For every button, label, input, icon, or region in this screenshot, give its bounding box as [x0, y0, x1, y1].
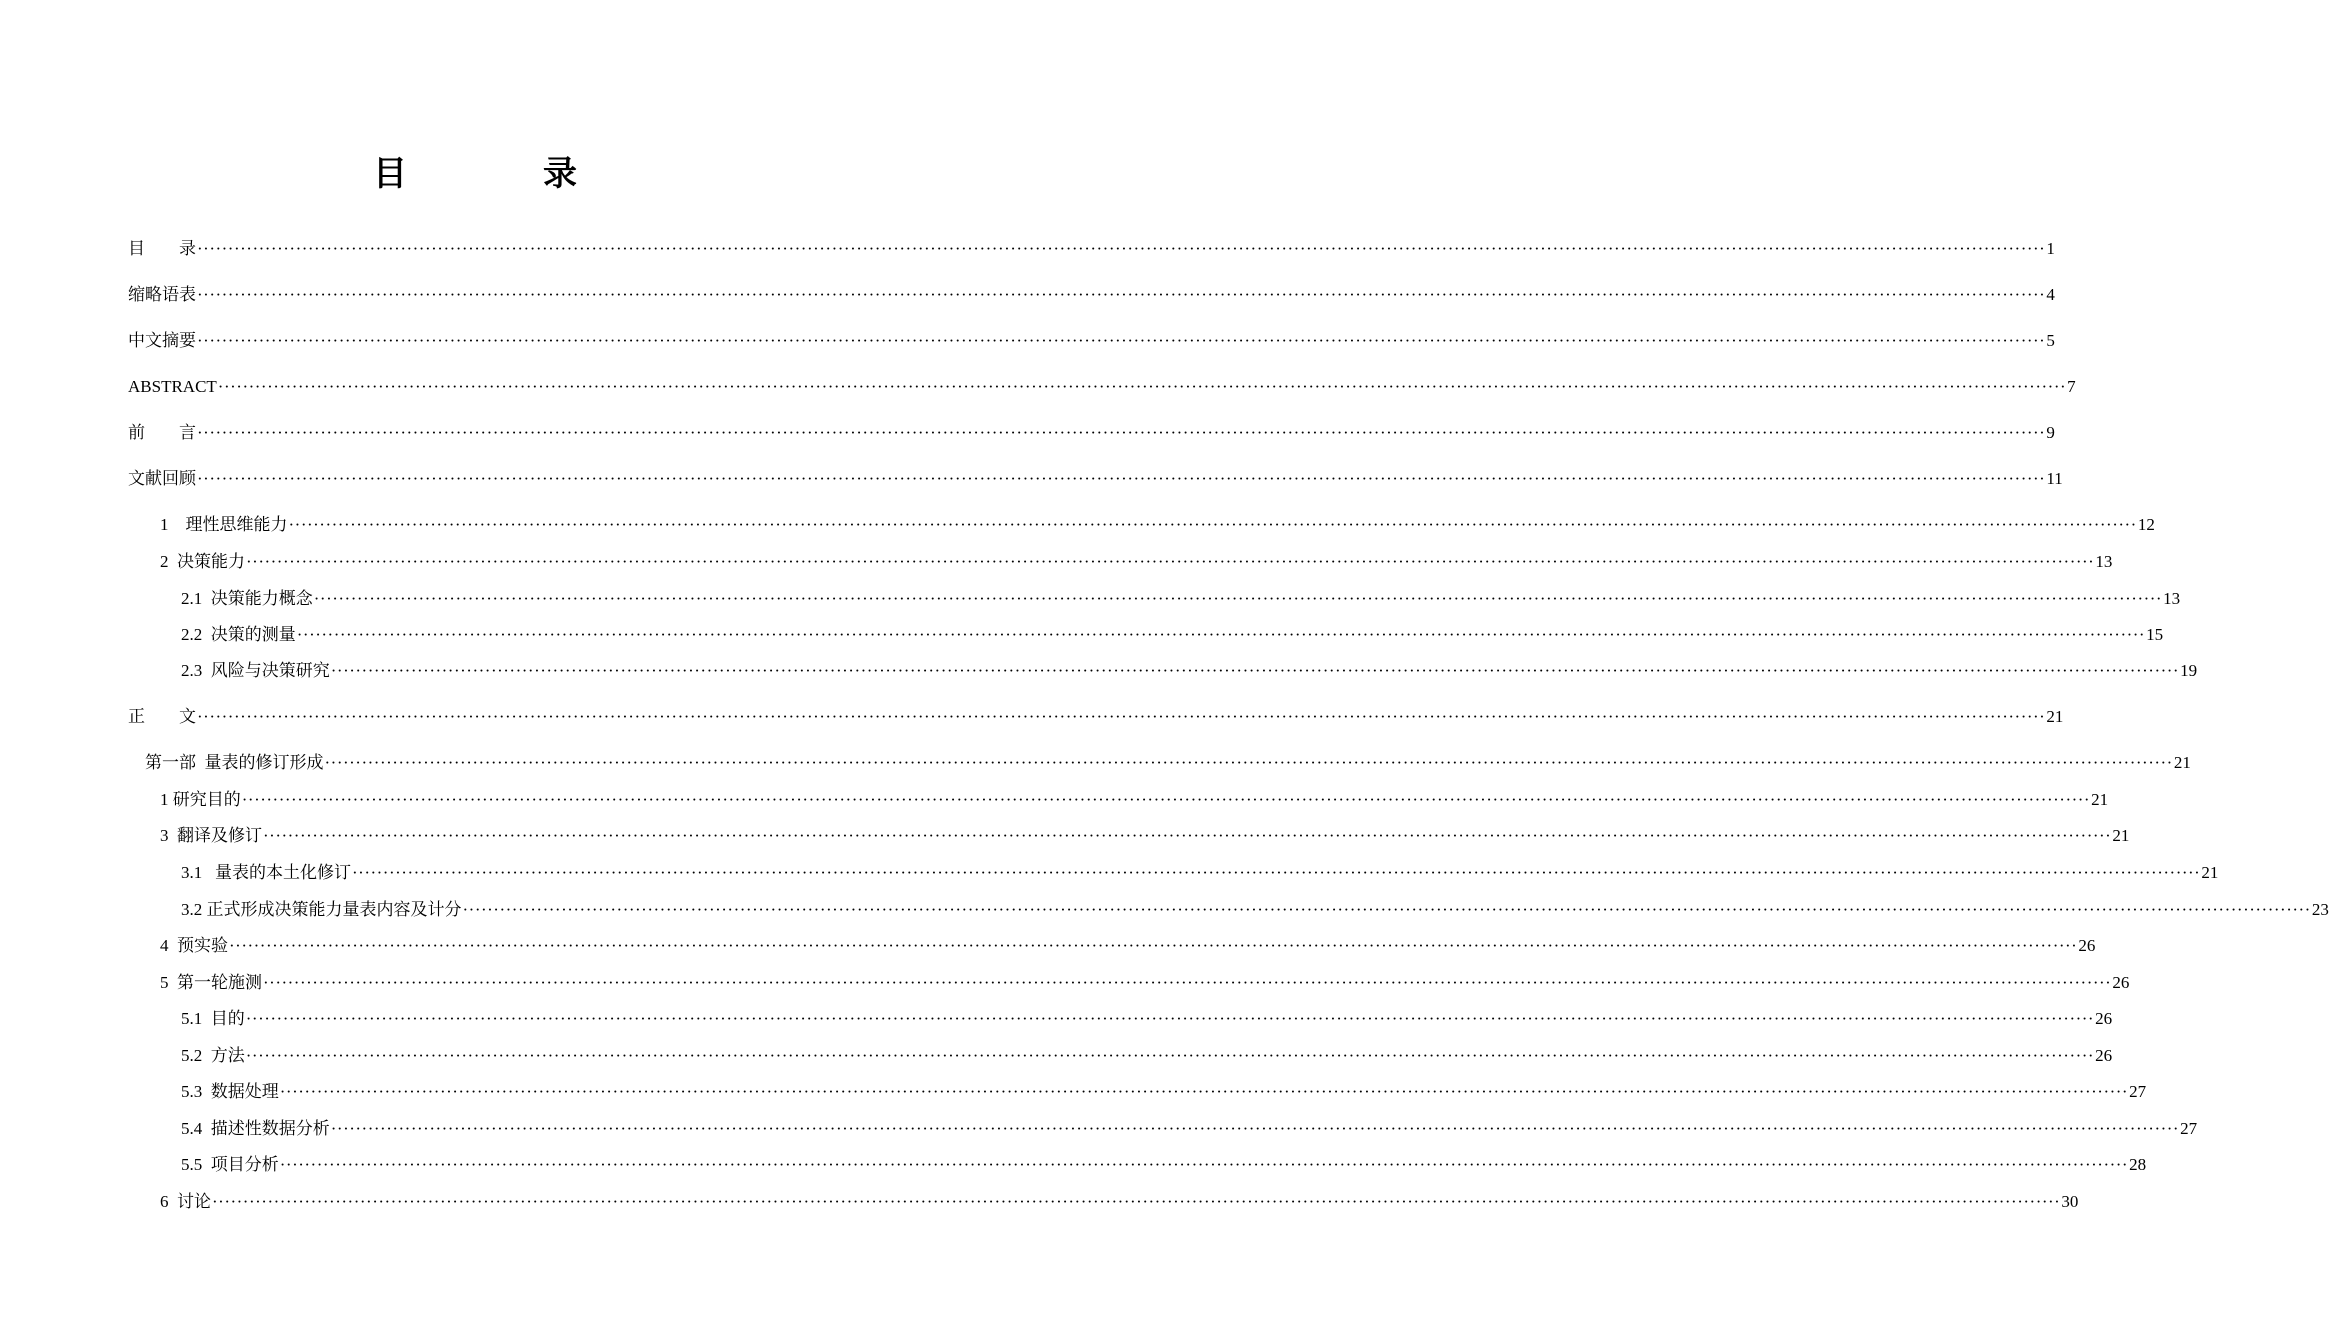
- toc-entry[interactable]: [181, 586, 2181, 610]
- toc-leader-dots: ············································································································································································································································································································: [197, 331, 2046, 350]
- toc-entry-page: 28: [2129, 1155, 2147, 1174]
- toc-entry[interactable]: [181, 897, 2329, 921]
- toc-entry-label: 中文摘要: [128, 331, 196, 350]
- toc-leader-dots: ············································································································································································································································································································: [330, 1119, 2180, 1138]
- toc-entry[interactable]: [160, 933, 2096, 957]
- toc-entry-label: 5.3 数据处理: [181, 1082, 279, 1101]
- toc-leader-dots: ············································································································································································································································································································: [330, 661, 2180, 680]
- toc-leader-dots: ············································································································································································································································································································: [279, 1082, 2129, 1101]
- toc-entry-label: 3 翻译及修订: [160, 826, 262, 845]
- toc-entry-page: 1: [2046, 239, 2055, 258]
- toc-entry[interactable]: [160, 787, 2109, 811]
- toc-entry-page: 4: [2046, 285, 2055, 304]
- toc-entry[interactable]: [181, 1152, 2147, 1176]
- toc-entry[interactable]: [128, 466, 2063, 490]
- toc-leader-dots: ············································································································································································································································································································: [279, 1155, 2129, 1174]
- toc-entry-page: 15: [2146, 625, 2164, 644]
- toc-entry-page: 23: [2311, 900, 2329, 919]
- toc-leader-dots: ············································································································································································································································································································: [212, 1192, 2061, 1211]
- toc-entry-label: 5.2 方法: [181, 1046, 245, 1065]
- toc-leader-dots: ············································································································································································································································································································: [245, 1009, 2095, 1028]
- toc-entry-page: 26: [2078, 936, 2096, 955]
- toc-entry[interactable]: [128, 374, 2076, 398]
- toc-entry-page: 21: [2112, 826, 2130, 845]
- toc-entry-label: 3.2 正式形成决策能力量表内容及计分: [181, 900, 462, 919]
- toc-entry-page: 5: [2046, 331, 2055, 350]
- toc-entry[interactable]: [128, 236, 2055, 260]
- toc-entry[interactable]: [160, 970, 2130, 994]
- toc-entry[interactable]: [181, 1116, 2198, 1140]
- title-char-2: 录: [543, 154, 577, 194]
- toc-entry-page: 27: [2129, 1082, 2147, 1101]
- toc-entry-label: 4 预实验: [160, 936, 228, 955]
- toc-entry-label: 文献回顾: [128, 469, 196, 488]
- toc-entry-label: 2.1 决策能力概念: [181, 589, 313, 608]
- toc-entry-label: 第一部 量表的修订形成: [145, 753, 324, 772]
- title-char-1: 目: [373, 154, 407, 194]
- toc-entry[interactable]: [181, 860, 2219, 884]
- toc-entry[interactable]: [128, 328, 2055, 352]
- toc-entry-label: 1 研究目的: [160, 790, 241, 809]
- toc-leader-dots: ············································································································································································································································································································: [197, 707, 2046, 726]
- toc-entry[interactable]: [160, 549, 2113, 573]
- toc-entry-page: 30: [2061, 1192, 2079, 1211]
- toc-entry[interactable]: [145, 750, 2191, 774]
- toc-leader-dots: ············································································································································································································································································································: [229, 936, 2078, 955]
- toc-entry-label: 2 决策能力: [160, 552, 245, 571]
- toc-entry-label: 1 理性思维能力: [160, 515, 288, 534]
- toc-entry-page: 13: [2163, 589, 2181, 608]
- toc-entry-page: 13: [2095, 552, 2113, 571]
- toc-entry[interactable]: [181, 622, 2164, 646]
- toc-leader-dots: ············································································································································································································································································································: [197, 423, 2046, 442]
- toc-leader-dots: ············································································································································································································································································································: [246, 552, 2095, 571]
- toc-entry[interactable]: [181, 1043, 2113, 1067]
- toc-entry-page: 27: [2180, 1119, 2198, 1138]
- toc-leader-dots: ············································································································································································································································································································: [197, 239, 2046, 258]
- toc-entry-label: 缩略语表: [128, 285, 196, 304]
- toc-leader-dots: ············································································································································································································································································································: [313, 589, 2163, 608]
- toc-leader-dots: ············································································································································································································································································································: [245, 1046, 2095, 1065]
- toc-entry[interactable]: [128, 282, 2055, 306]
- toc-entry[interactable]: [181, 658, 2198, 682]
- toc-entry-page: 26: [2112, 973, 2130, 992]
- toc-leader-dots: ············································································································································································································································································································: [241, 790, 2091, 809]
- toc-entry[interactable]: [160, 512, 2155, 536]
- toc-leader-dots: ············································································································································································································································································································: [296, 625, 2146, 644]
- toc-entry-page: 19: [2180, 661, 2198, 680]
- toc-entry-label: 6 讨论: [160, 1192, 211, 1211]
- toc-entry-page: 11: [2046, 469, 2063, 488]
- toc-leader-dots: ············································································································································································································································································································: [197, 285, 2046, 304]
- toc-entry-page: 9: [2046, 423, 2055, 442]
- toc-leader-dots: ············································································································································································································································································································: [288, 515, 2137, 534]
- toc-entry[interactable]: [181, 1079, 2147, 1103]
- toc-entry-label: 3.1 量表的本土化修订: [181, 863, 351, 882]
- toc-leader-dots: ············································································································································································································································································································: [324, 753, 2173, 772]
- toc-entry-page: 7: [2067, 377, 2076, 396]
- toc-entry-label: 5 第一轮施测: [160, 973, 262, 992]
- toc-leader-dots: ············································································································································································································································································································: [263, 973, 2112, 992]
- toc-entry-page: 26: [2095, 1046, 2113, 1065]
- toc-leader-dots: ············································································································································································································································································································: [352, 863, 2201, 882]
- toc-leader-dots: ············································································································································································································································································································: [217, 377, 2067, 396]
- toc-leader-dots: ············································································································································································································································································································: [462, 900, 2311, 919]
- toc-entry-page: 21: [2046, 707, 2064, 726]
- toc-entry-label: 2.2 决策的测量: [181, 625, 296, 644]
- toc-entry-label: 前 言: [128, 423, 196, 442]
- toc-entry-label: 目 录: [128, 239, 196, 258]
- toc-entry-label: 5.4 描述性数据分析: [181, 1119, 330, 1138]
- toc-leader-dots: ············································································································································································································································································································: [197, 469, 2046, 488]
- toc-entry-page: 21: [2201, 863, 2219, 882]
- toc-entry[interactable]: [160, 1189, 2079, 1213]
- toc-entry-label: 2.3 风险与决策研究: [181, 661, 330, 680]
- toc-leader-dots: ············································································································································································································································································································: [263, 826, 2112, 845]
- toc-entry-page: 26: [2095, 1009, 2113, 1028]
- toc-entry[interactable]: [181, 1006, 2113, 1030]
- toc-entry-page: 12: [2137, 515, 2155, 534]
- toc-entry-label: 正 文: [128, 707, 196, 726]
- toc-entry-label: 5.1 目的: [181, 1009, 245, 1028]
- toc-entry-page: 21: [2091, 790, 2109, 809]
- toc-entry[interactable]: [128, 704, 2064, 728]
- toc-entry[interactable]: [160, 823, 2130, 847]
- toc-entry-label: 5.5 项目分析: [181, 1155, 279, 1174]
- toc-entry[interactable]: [128, 420, 2055, 444]
- toc-entry-page: 21: [2173, 753, 2191, 772]
- toc-entry-label: ABSTRACT: [128, 377, 217, 396]
